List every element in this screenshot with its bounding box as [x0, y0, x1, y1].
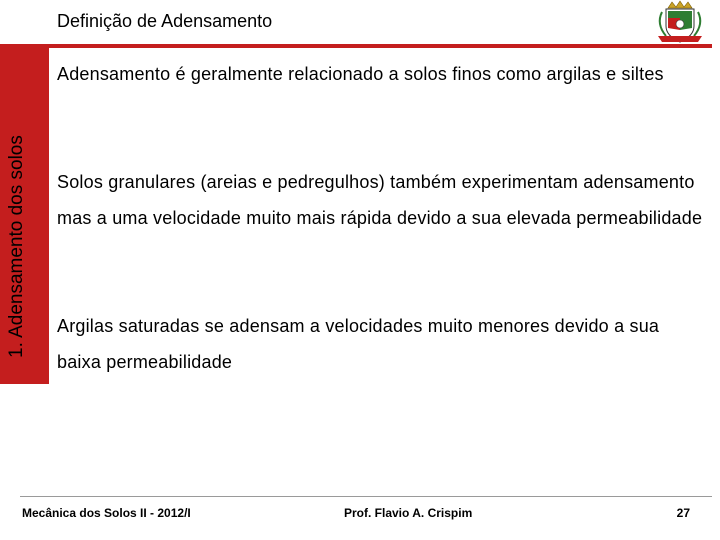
header-divider: [0, 44, 712, 48]
footer-divider: [20, 496, 712, 497]
bullet-text: Adensamento é geralmente relacionado a solos finos como argilas e siltes: [57, 64, 664, 84]
footer-course: Mecânica dos Solos II - 2012/I: [22, 506, 191, 520]
slide-title: Definição de Adensamento: [57, 11, 273, 31]
bullet-text: Argilas saturadas se adensam a velocidades muito menores devido a sua baixa permeabilidade: [57, 316, 660, 372]
footer-author: Prof. Flavio A. Crispim: [344, 506, 473, 520]
page-number: 27: [676, 506, 690, 520]
crest-logo-icon: [652, 0, 708, 46]
section-label: 1. Adensamento dos solos: [6, 135, 27, 358]
bullet-text: Solos granulares (areias e pedregulhos) também experimentam adensamento mas a uma velocidade muito mais rápida devido a sua elevada permeabilidade: [57, 172, 703, 228]
